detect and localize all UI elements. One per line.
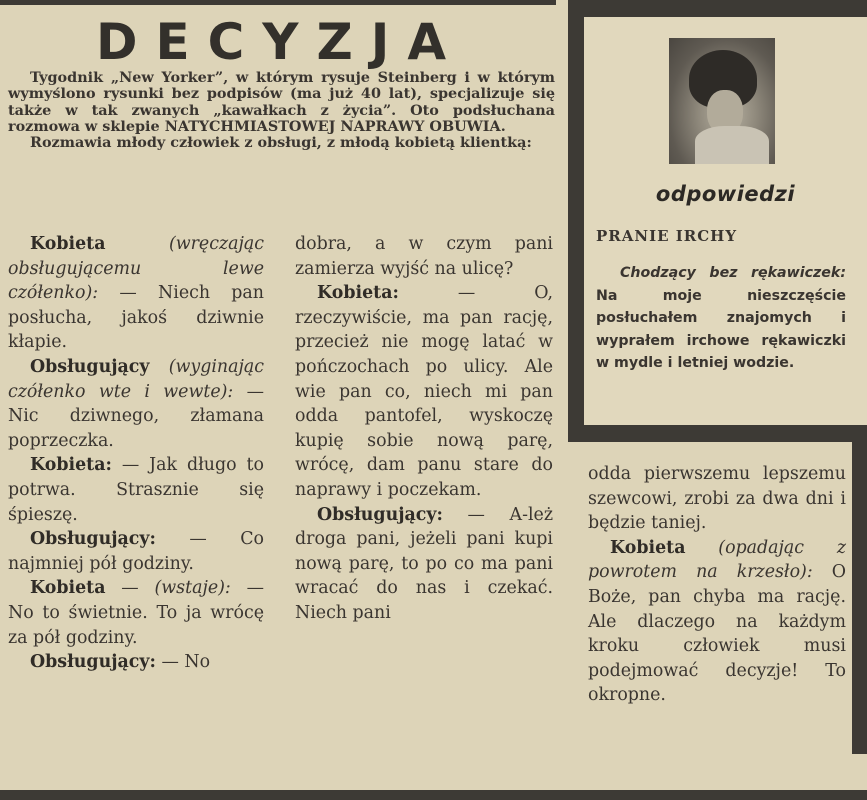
- question-title: PRANIE IRCHY: [596, 227, 738, 245]
- top-rule: [0, 0, 556, 5]
- portrait-photo: [669, 38, 775, 164]
- line-text: — Jak długo to potrwa. Strasznie się śpieszę.: [8, 455, 264, 525]
- article-intro: [8, 70, 555, 151]
- line-text: — Niech pan posłucha, jakoś dziwnie kłapie.: [8, 283, 264, 353]
- dialogue-column-2: [295, 232, 553, 626]
- dialogue-line: [295, 232, 553, 281]
- dialogue-line: [8, 355, 264, 453]
- line-text: — No to świetnie. To ja wrócę za pół godziny.: [8, 578, 265, 648]
- dialogue-line: [8, 650, 264, 675]
- dialogue-line: [8, 453, 264, 527]
- stage-direction: — (wstaje):: [121, 578, 231, 599]
- dialogue-line: [295, 281, 553, 502]
- photo-coat: [695, 126, 769, 164]
- intro-paragraph: Tygodnik „New Yorker”, w którym rysuje Steinberg i w którym wymyślono rysunki bez podpisów (ma już 40 lat), specjalizuje się także w tak zwanych „kawałkach z życia”. Oto podsłuchana rozmowa w sklepie NATYCHMIASTOWEJ NAPRAWY OBUWIA.: [8, 69, 555, 135]
- bottom-rule: [0, 790, 867, 800]
- line-text: — A-leż droga pani, jeżeli pani kupi nową parę, to po co ma pani wracać do nas i czekać. Niech pani: [295, 504, 554, 623]
- dialogue-line: [295, 503, 553, 626]
- dialogue-line: [8, 232, 264, 355]
- line-text: — O, rzeczywiście, ma pan rację, przecież nie mogę latać w pończochach po ulicy. Ale wie pan co, niech mi pan odda pantofel, wyskoczę kupię sobie nową parę, wrócę, dam panu stare do naprawy i poczekam.: [295, 283, 554, 500]
- dialogue-line: [588, 462, 846, 536]
- speaker: Kobieta: [30, 578, 106, 599]
- speaker: Obsługujący:: [30, 652, 156, 673]
- speaker: Obsługujący:: [317, 504, 443, 525]
- line-text: — Co najmniej pół godziny.: [8, 529, 264, 574]
- speaker: Obsługujący: [30, 356, 150, 377]
- right-border-bar: [852, 442, 867, 754]
- section-title: odpowiedzi: [655, 182, 796, 206]
- stage-direction: (wręczając obsługującemu lewe czółenko):: [8, 234, 264, 304]
- speaker: Kobieta:: [317, 283, 399, 304]
- line-text: — Nic dziwnego, złamana poprzeczka.: [8, 381, 265, 451]
- stage-direction: (opadając z powrotem na krzesło):: [588, 537, 847, 583]
- dialogue-line: [8, 527, 264, 576]
- question-text: Na moje nieszczęście posłuchałem znajomych i wyprałem irchowe rękawiczki w mydle i letniej wodzie.: [596, 287, 846, 371]
- dialogue-line: [8, 576, 264, 650]
- speaker: Kobieta: [30, 234, 106, 254]
- dialogue-line: [588, 536, 846, 708]
- question-lead: Chodzący bez rękawiczek:: [620, 265, 846, 281]
- stage-direction: (wyginając czółenko wte i wewte):: [8, 356, 264, 402]
- dialogue-column-1: [8, 232, 264, 675]
- speaker: Kobieta: [610, 537, 686, 558]
- article-title: DECYZJA: [95, 13, 465, 71]
- line-text: — No: [161, 652, 211, 673]
- line-text: odda pierwszemu lepszemu szewcowi, zrobi za dwa dni i będzie taniej.: [588, 464, 846, 534]
- question-body: [596, 262, 846, 375]
- question-paragraph: [596, 262, 846, 375]
- line-text: dobra, a w czym pani zamierza wyjść na ulicę?: [295, 234, 553, 279]
- intro-paragraph: Rozmawia młody człowiek z obsługi, z młodą kobietą klientką:: [30, 134, 532, 152]
- line-text: O Boże, pan chyba ma rację. Ale dlaczego na każdym kroku człowiek musi podejmować decyzje! To okropne.: [588, 562, 846, 706]
- speaker: Obsługujący:: [30, 529, 156, 550]
- dialogue-column-3: [588, 462, 846, 708]
- speaker: Kobieta:: [30, 455, 112, 476]
